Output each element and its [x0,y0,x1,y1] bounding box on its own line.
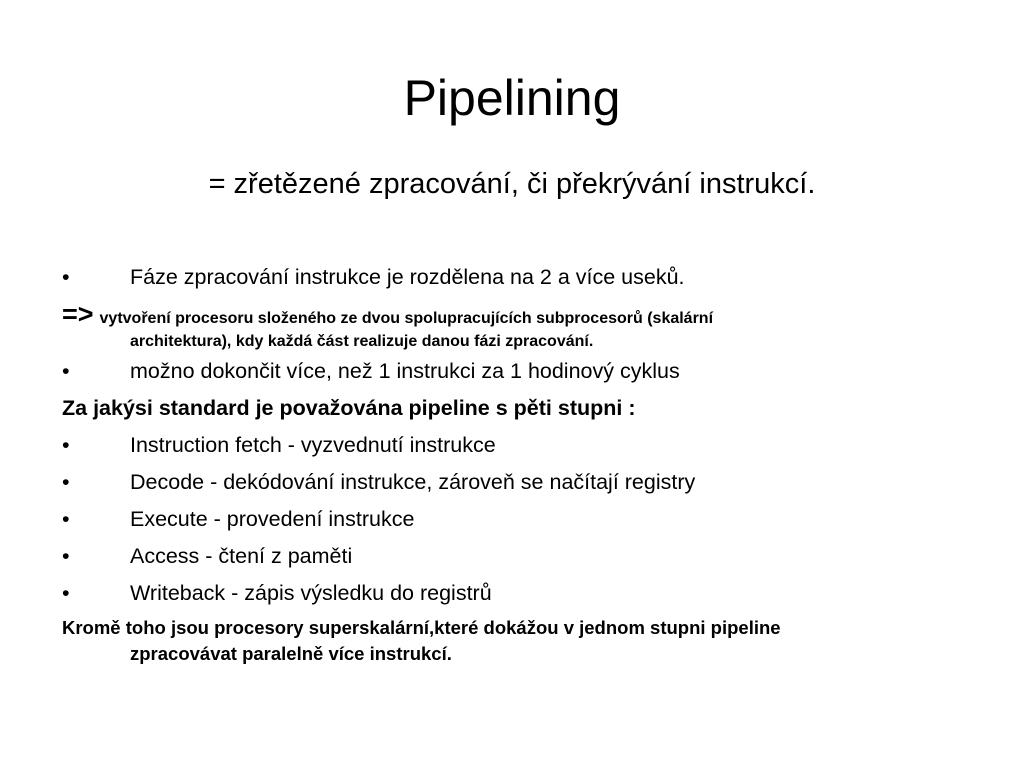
bullet-text: Fáze zpracování instrukce je rozdělena na 2 a více useků. [130,265,685,289]
bullet-item [62,262,962,292]
bullet-icon: • [62,507,70,531]
stage-item [62,467,962,497]
arrow-text-continuation: architektura), kdy každá část realizuje danou fázi zpracování. [130,333,594,350]
bullet-icon: • [62,359,70,383]
stage-item [62,541,962,571]
slide-subtitle: = zřetězené zpracování, či překrývání instrukcí. [208,168,816,200]
bullet-icon: • [62,433,70,457]
stage-text: Writeback - zápis výsledku do registrů [130,581,492,605]
stage-text: Decode - dekódování instrukce, zároveň se načítají registry [130,470,696,494]
bullet-text: možno dokončit více, než 1 instrukci za 1 hodinový cyklus [130,359,680,383]
stage-text: Access - čtení z paměti [130,544,353,568]
final-text: Kromě toho jsou procesory superskalární,které dokážou v jednom stupni pipeline [62,617,781,638]
bullet-icon: • [62,544,70,568]
stage-item [62,578,962,608]
arrow-item [62,299,962,352]
final-text-continuation: zpracovávat paralelně více instrukcí. [130,643,452,664]
stage-item [62,504,962,534]
arrow-text: vytvoření procesoru složeného ze dvou spolupracujících subprocesorů (skalární [99,310,714,327]
slide-title: Pipelining [403,70,621,126]
final-paragraph [62,615,962,667]
stage-text: Instruction fetch - vyzvednutí instrukce [130,433,496,457]
slide-content [62,262,962,674]
stage-text: Execute - provedení instrukce [130,507,415,531]
bullet-icon: • [62,581,70,605]
stage-item [62,430,962,460]
bullet-item [62,356,962,386]
standard-heading: Za jakýsi standard je považována pipeline s pěti stupni : [62,396,636,420]
bullet-icon: • [62,470,70,494]
arrow-symbol: => [62,299,94,329]
bullet-icon: • [62,265,70,289]
